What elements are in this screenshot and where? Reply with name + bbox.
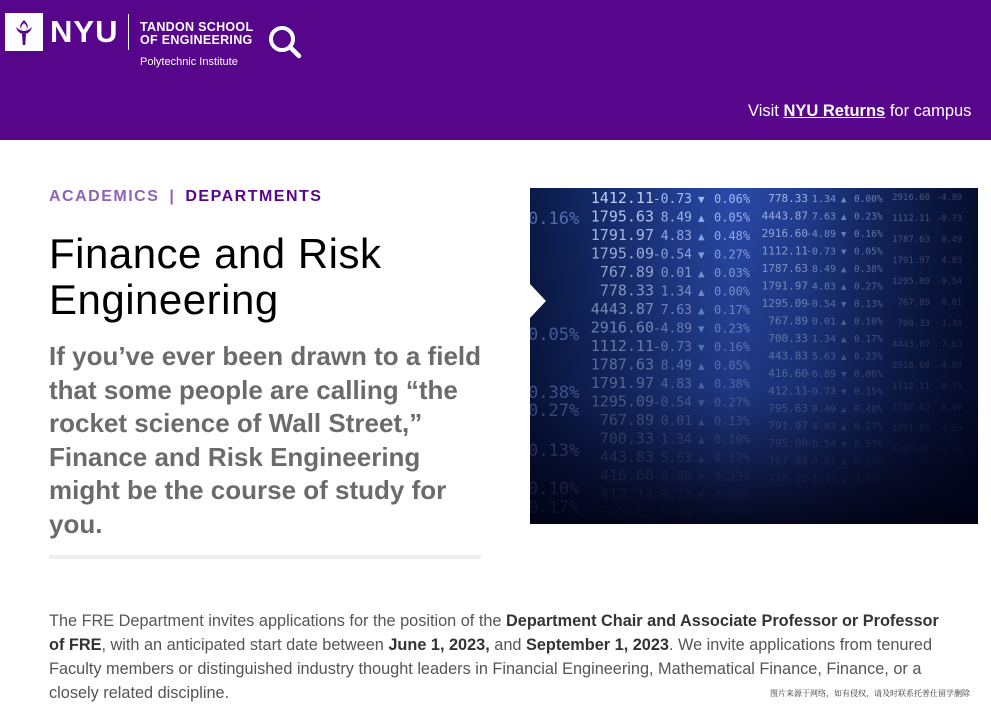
logo-divider bbox=[128, 14, 129, 50]
intro-divider bbox=[49, 555, 481, 559]
banner-suffix: for campus bbox=[885, 102, 972, 120]
page-title: Finance and Risk Engineering bbox=[49, 230, 382, 323]
announcement-end-date: September 1, 2023 bbox=[525, 636, 669, 654]
school-name-line1[interactable]: TANDON SCHOOL bbox=[140, 20, 254, 34]
ticker-shadow-right bbox=[530, 188, 978, 524]
search-icon bbox=[266, 24, 304, 60]
nyu-torch-logo[interactable] bbox=[5, 13, 43, 51]
announcement-position: Department Chair and Associate Professor or Professor of FRE bbox=[49, 612, 939, 654]
page-intro: If you’ve ever been drawn to a field that some people are calling “the rocket science of Wall Street,” Finance and Risk Engineering might be the course of study for you. bbox=[49, 341, 482, 539]
hero-image-stock-ticker bbox=[530, 188, 978, 524]
announcement-t4: . We invite applications from tenured Faculty members or distinguished industry thought leaders in Financial Engineering, Mathematical Finance, Finance, or a closely related discipline. bbox=[49, 636, 933, 702]
search-button[interactable] bbox=[266, 24, 304, 60]
breadcrumb-academics[interactable]: ACADEMICS bbox=[49, 188, 160, 205]
image-credit: 图片来源于网络，如有侵权，请及时联系托普仕留学删除 bbox=[770, 689, 970, 698]
breadcrumb bbox=[49, 187, 322, 207]
banner-prefix: Visit bbox=[748, 102, 784, 120]
breadcrumb-separator: | bbox=[169, 188, 176, 205]
announcement-t3: and bbox=[489, 636, 526, 654]
school-name-line2[interactable]: OF ENGINEERING bbox=[140, 33, 253, 47]
breadcrumb-departments[interactable]: DEPARTMENTS bbox=[185, 188, 323, 205]
announcement-t2: , with an anticipated start date between bbox=[101, 636, 389, 654]
announcement-start-date: June 1, 2023, bbox=[388, 636, 490, 654]
nyu-returns-link[interactable]: NYU Returns bbox=[783, 102, 886, 120]
nyu-wordmark[interactable]: NYU bbox=[50, 14, 119, 49]
ticker-board bbox=[530, 188, 978, 524]
torch-icon bbox=[5, 13, 43, 51]
site-header bbox=[0, 0, 991, 140]
school-subtitle: Polytechnic Institute bbox=[140, 56, 238, 68]
campus-banner bbox=[748, 100, 971, 122]
announcement-t1: The FRE Department invites applications for the position of the bbox=[49, 612, 507, 630]
